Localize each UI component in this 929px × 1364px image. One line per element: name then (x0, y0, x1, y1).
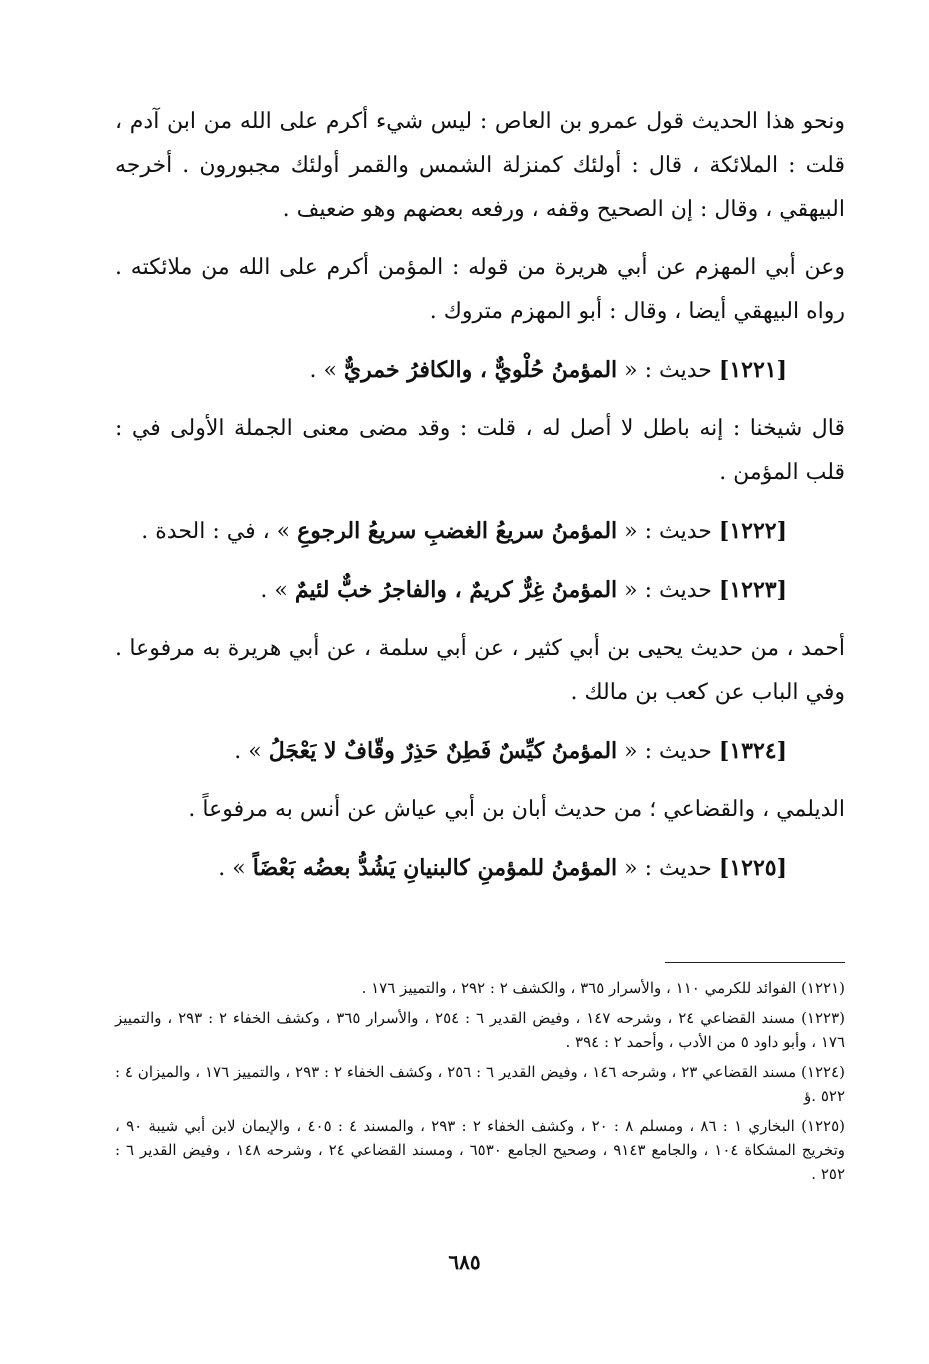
hadith-number: [١٢٢٢] (718, 518, 787, 544)
hadith-matn: المؤمنُ سريعُ الغضبِ سريعُ الرجوعِ (297, 518, 618, 544)
hadith-end: » . (309, 358, 344, 383)
hadith-intro: حديث : « (617, 519, 719, 544)
main-text (115, 100, 845, 905)
hadith-number: [١٣٢٤] (718, 738, 787, 764)
page-number: ٦٨٥ (448, 1250, 481, 1274)
paragraph-amr-ibn-al-as: ونحو هذا الحديث قول عمرو بن العاص : ليس شيء أكرم على الله من ابن آدم ، قلت : الملائكة ، قال : أولئك كمنزلة الشمس والقمر أولئك مجبورون . أخرجه البيهقي ، وقال : إن الصحيح وقفه ، ورفعه بعضهم وهو ضعيف . (115, 109, 845, 222)
hadith-end: » ، في : الحدة . (141, 519, 298, 544)
hadith-number: [١٢٢١] (718, 357, 787, 383)
footnotes (115, 976, 845, 1192)
footnote-1221: (١٢٢١) الفوائد للكرمي ١١٠ ، والأسرار ٣٦٥ ، والكشف ٢ : ٢٩٢ ، والتمييز ١٧٦ . (361, 979, 845, 997)
paragraph-daylami: الديلمي ، والقضاعي ؛ من حديث أبان بن أبي عياش عن أنس به مرفوعاً . (188, 797, 845, 822)
hadith-intro: حديث : « (617, 578, 719, 603)
hadith-intro: حديث : « (617, 739, 719, 764)
hadith-1221 (115, 348, 845, 393)
footnote-1224: (١٢٢٤) مسند القضاعي ٢٣ ، وشرحه ١٤٦ ، وفيض القدير ٦ : ٢٥٦ ، وكشف الخفاء ٢ : ٢٩٣ ، والتمييز ١٧٦ ، والميزان ٤ : ٥٢٢ .ؤ (115, 1063, 845, 1105)
paragraph-shaykhuna: قال شيخنا : إنه باطل لا أصل له ، قلت : وقد مضى معنى الجملة الأولى في : قلب المؤمن . (115, 416, 845, 485)
footnote-1223: (١٢٢٣) مسند القضاعي ٢٤ ، وشرحه ١٤٧ ، وفيض القدير ٦ : ٢٥٤ ، والأسرار ٣٦٥ ، وكشف الخفاء ٢ : ٢٩٣ ، والتمييز ١٧٦ ، وأبو داود ٥ من الأدب ، وأحمد ٢ : ٣٩٤ . (115, 1009, 846, 1051)
hadith-1222 (115, 509, 845, 554)
hadith-matn: المؤمنُ كيِّسٌ فَطِنٌ حَذِرٌ وقّافٌ لا يَعْجَلُ (268, 738, 618, 764)
footnote-1225: (١٢٢٥) البخاري ١ : ٨٦ ، ومسلم ٨ : ٢٠ ، وكشف الخفاء ٢ : ٢٩٣ ، والمسند ٤ : ٤٠٥ ، والإيمان لابن أبي شيبة ٩٠ ، وتخريج المشكاة ١٠٤ ، والجامع ٩١٤٣ ، وصحيح الجامع ٦٥٣٠ ، ومسند القضاعي ٢٤ ، وشرحه ١٤٨ ، وفيض القدير ٦ : ٢٥٢ . (115, 1117, 846, 1183)
footnote-divider (665, 962, 845, 963)
hadith-intro: حديث : « (617, 856, 719, 881)
hadith-end: » . (260, 578, 295, 603)
paragraph-ahmad: أحمد ، من حديث يحيى بن أبي كثير ، عن أبي سلمة ، عن أبي هريرة به مرفوعا . وفي الباب عن كعب بن مالك . (115, 636, 845, 705)
hadith-end: » . (234, 739, 269, 764)
hadith-matn: المؤمنُ حُلْويٌّ ، والكافرُ خمريٌّ (343, 357, 618, 383)
hadith-number: [١٢٢٣] (718, 577, 787, 603)
hadith-1223 (115, 568, 845, 613)
hadith-1225 (115, 846, 845, 891)
hadith-number: [١٢٢٥] (718, 855, 787, 881)
hadith-matn: المؤمنُ للمؤمنِ كالبنيانِ يَشُدُّ بعضُه بَعْضَاً (252, 855, 618, 881)
hadith-matn: المؤمنُ غِرٌّ كريمٌ ، والفاجرُ خبٌّ لئيمٌ (294, 577, 618, 603)
paragraph-abu-al-muhazzim: وعن أبي المهزم عن أبي هريرة من قوله : المؤمن أكرم على الله من ملائكته . رواه البيهقي أيضا ، وقال : أبو المهزم متروك . (115, 255, 845, 324)
hadith-intro: حديث : « (617, 358, 719, 383)
hadith-end: » . (218, 856, 253, 881)
hadith-1324 (115, 729, 845, 774)
